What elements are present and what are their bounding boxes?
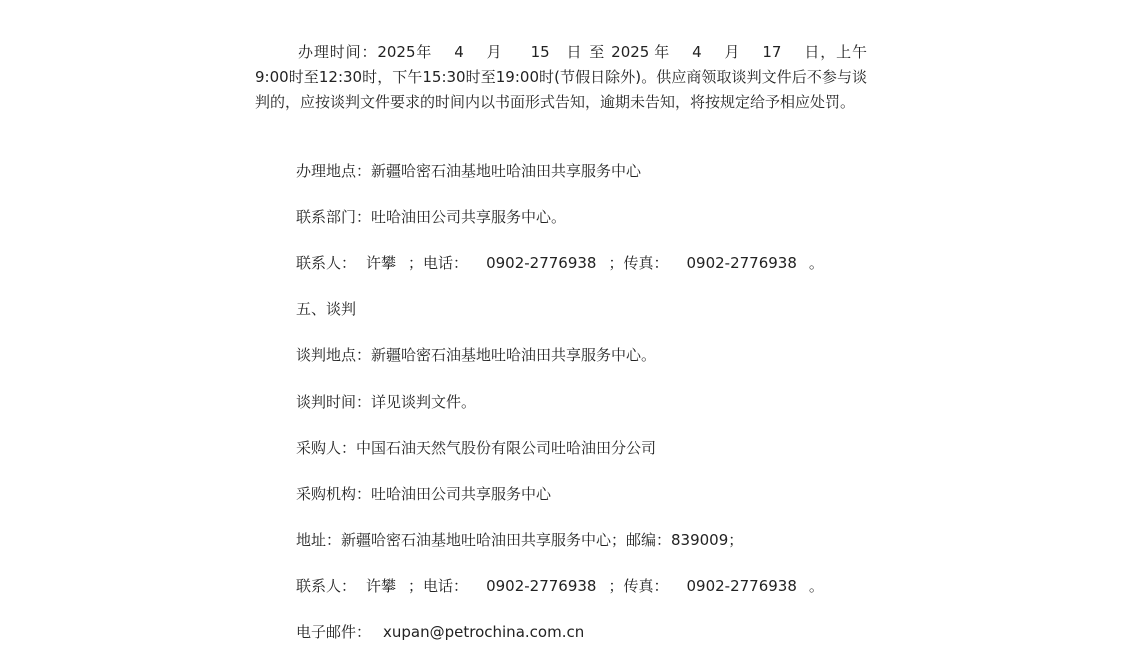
- email-line: [296, 622, 584, 642]
- phone-number: 0902-2776938: [486, 254, 597, 272]
- email-label: 电子邮件：: [296, 623, 372, 641]
- section-heading-negotiation: 五、谈判: [296, 300, 357, 318]
- start-day-unit: 日: [565, 43, 583, 61]
- to-word: 至: [588, 43, 606, 61]
- start-month-unit: 月: [485, 43, 503, 61]
- fax-label: 传真：: [623, 254, 669, 272]
- start-day: 15: [530, 43, 550, 61]
- end-year: 2025: [611, 43, 650, 61]
- line-end: 。: [808, 577, 824, 595]
- handling-time-paragraph: [255, 40, 867, 115]
- line-end: 。: [808, 254, 824, 272]
- phone-number: 0902-2776938: [486, 577, 597, 595]
- handling-time-detail: 9:00时至12:30时，下午15:30时至19:00时(节假日除外)。供应商领取谈判文件后不参与谈判的，应按谈判文件要求的时间内以书面形式告知，逾期未告知，将按规定给予相应处罚。: [255, 68, 867, 111]
- negotiation-location: 谈判地点：新疆哈密石油基地吐哈油田共享服务中心。: [296, 346, 657, 364]
- address: 地址：新疆哈密石油基地吐哈油田共享服务中心；邮编：839009；: [296, 531, 744, 549]
- contact-person-label: 联系人：: [296, 254, 357, 272]
- contact-line-2: [296, 576, 824, 596]
- handling-time-label: 办理时间：: [298, 43, 378, 61]
- handling-location: 办理地点：新疆哈密石油基地吐哈油田共享服务中心: [296, 162, 642, 180]
- start-year: 2025年: [377, 43, 433, 61]
- contact-person-label: 联系人：: [296, 577, 357, 595]
- end-day: 17: [762, 43, 782, 61]
- separator: ；: [408, 254, 424, 272]
- separator: ；: [408, 577, 424, 595]
- fax-label: 传真：: [623, 577, 669, 595]
- separator: ；: [608, 577, 624, 595]
- end-month-unit: 月: [723, 43, 741, 61]
- end-year-unit: 年: [653, 43, 671, 61]
- procurement-agency: 采购机构：吐哈油田公司共享服务中心: [296, 485, 552, 503]
- separator: ；: [608, 254, 624, 272]
- phone-label: 电话：: [423, 577, 469, 595]
- contact-line-1: [296, 253, 824, 273]
- email-address[interactable]: xupan@petrochina.com.cn: [383, 623, 585, 641]
- contact-person-name: 许攀: [366, 254, 397, 272]
- phone-label: 电话：: [423, 254, 469, 272]
- contact-person-name: 许攀: [366, 577, 397, 595]
- end-month: 4: [692, 43, 702, 61]
- fax-number: 0902-2776938: [686, 577, 797, 595]
- start-month: 4: [454, 43, 464, 61]
- purchaser: 采购人：中国石油天然气股份有限公司吐哈油田分公司: [296, 439, 657, 457]
- contact-department: 联系部门：吐哈油田公司共享服务中心。: [296, 208, 567, 226]
- negotiation-time: 谈判时间：详见谈判文件。: [296, 393, 477, 411]
- fax-number: 0902-2776938: [686, 254, 797, 272]
- end-day-unit: 日，上午: [803, 43, 867, 61]
